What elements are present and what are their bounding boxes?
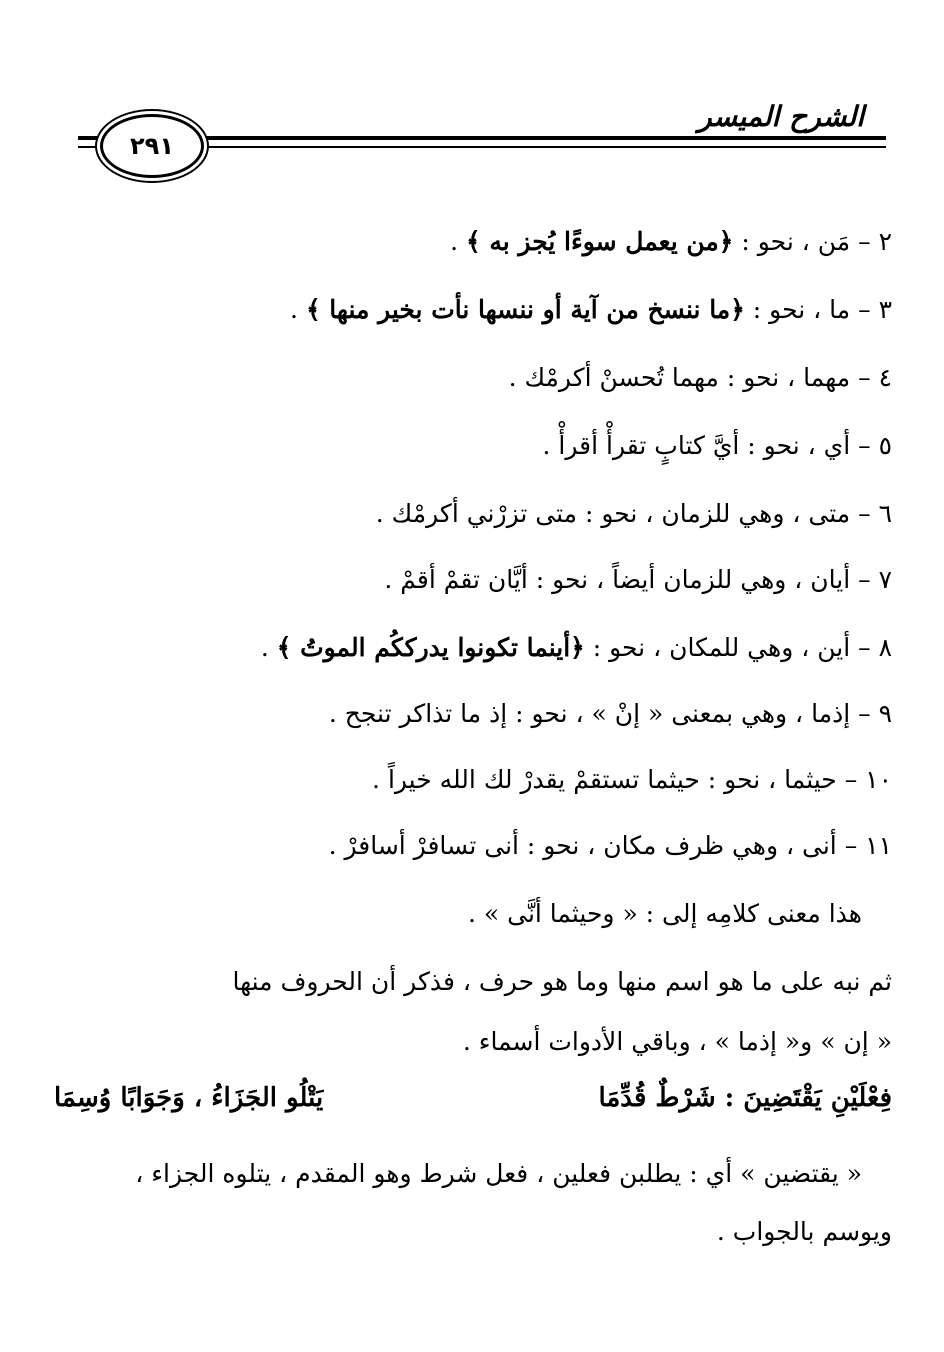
summary-line: هذا معنى كلامِه إلى : « وحيثما أنَّى » . <box>467 899 862 928</box>
list-item: ٦ – متى ، وهي للزمان ، نحو : متى تزرْني أكرمْك . <box>375 499 892 528</box>
list-item: ٢ – مَن ، نحو : ﴿من يعمل سوءًا يُجز به ﴾ . <box>450 227 892 256</box>
list-item: ١١ – أنى ، وهي ظرف مكان ، نحو : أنى تسافرْ أسافرْ . <box>328 831 892 860</box>
list-item: ١٠ – حيثما ، نحو : حيثما تستقمْ يقدرْ لك الله خيراً . <box>372 765 892 794</box>
running-title: الشرح الميسر <box>698 100 864 133</box>
list-item: ٥ – أي ، نحو : أيَّ كتابٍ تقرأْ أقرأْ . <box>542 431 892 460</box>
list-item: ٩ – إذما ، وهي بمعنى « إنْ » ، نحو : إذ ما تذاكر تنجح . <box>328 699 892 728</box>
list-item: ٤ – مهما ، نحو : مهما تُحسنْ أكرمْك . <box>508 363 892 392</box>
quran-quote: ﴿ما ننسخ من آية أو ننسها نأت بخير منها ﴾ <box>305 295 745 324</box>
list-item: ٨ – أين ، وهي للمكان ، نحو : ﴿أينما تكونوا يدرككُم الموتُ ﴾ . <box>260 633 892 662</box>
page-number-badge <box>100 114 204 178</box>
verse-hemistich: يَتْلُو الجَزَاءُ ، وَجَوَابًا وُسِمَا <box>54 1083 324 1113</box>
verse-line <box>54 1078 892 1118</box>
paragraph-line: ثم نبه على ما هو اسم منها وما هو حرف ، فذكر أن الحروف منها <box>232 967 892 996</box>
page-header <box>0 0 944 200</box>
quran-quote: ﴿من يعمل سوءًا يُجز به ﴾ <box>465 227 734 256</box>
page-number: ٢٩١ <box>130 132 174 160</box>
verse-hemistich: فِعْلَيْنِ يَقْتَضِينَ : شَرْطٌ قُدِّمَا <box>598 1083 892 1113</box>
paragraph-line: « إن » و« إذما » ، وباقي الأدوات أسماء . <box>462 1027 892 1056</box>
list-item: ٣ – ما ، نحو : ﴿ما ننسخ من آية أو ننسها نأت بخير منها ﴾ . <box>290 295 892 324</box>
paragraph-line: « يقتضين » أي : يطلبن فعلين ، فعل شرط وهو المقدم ، يتلوه الجزاء ، <box>135 1159 862 1188</box>
quran-quote: ﴿أينما تكونوا يدرككُم الموتُ ﴾ <box>276 633 585 662</box>
list-item: ٧ – أيان ، وهي للزمان أيضاً ، نحو : أيَّان تقمْ أقمْ . <box>384 565 892 594</box>
paragraph-line: ويوسم بالجواب . <box>716 1217 892 1246</box>
